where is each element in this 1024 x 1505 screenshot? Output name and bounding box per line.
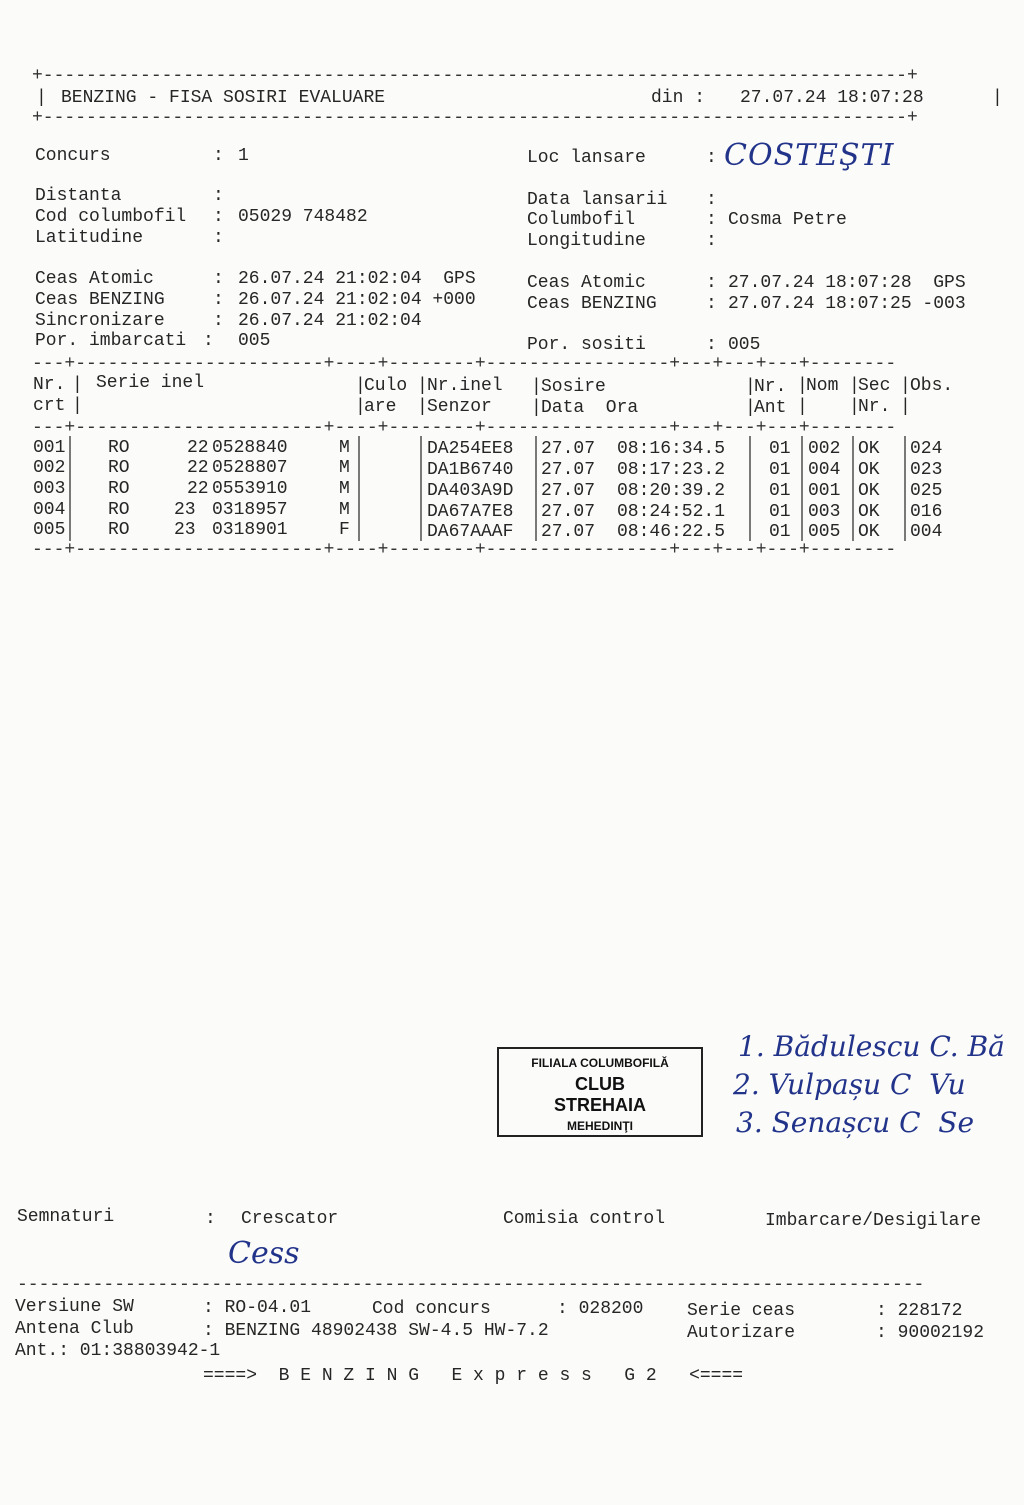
cell-an: 22 <box>187 438 209 458</box>
cell-senzor: DA1B6740 <box>427 460 514 480</box>
th-sep: | <box>531 377 542 397</box>
th-culoare-2: are <box>364 397 397 417</box>
cell-tara: RO <box>108 479 130 499</box>
signature-crescator-label: Crescator <box>241 1209 339 1229</box>
table-body-separators <box>0 0 1024 560</box>
stamp-line-2: CLUB <box>575 1074 625 1094</box>
cell-nr: 005 <box>33 520 66 540</box>
footer-cod-label: Cod concurs <box>372 1299 491 1319</box>
cell-nom: 004 <box>808 460 841 480</box>
info-value-por-imbarcati: 005 <box>238 331 271 351</box>
cell-an: 22 <box>187 479 209 499</box>
th-ant: Nr. <box>754 377 787 397</box>
info-label-longitudine: Longitudine <box>527 231 646 251</box>
cell-nom: 002 <box>808 439 841 459</box>
footer-serie-label: Serie ceas <box>687 1301 796 1321</box>
cell-nom: 003 <box>808 502 841 522</box>
info-label-ceas-atomic: Ceas Atomic <box>35 269 154 289</box>
info-label-columbofil: Columbofil <box>527 210 636 230</box>
th-obs: Obs. <box>910 376 954 396</box>
cell-obs: 024 <box>910 439 943 459</box>
footer-ant-line: Ant.: 01:38803942-1 <box>15 1341 221 1361</box>
cell-ant: 01 <box>769 460 791 480</box>
header-din-value: 27.07.24 18:07:28 <box>740 88 924 108</box>
info-value-columbofil: Cosma Petre <box>728 210 847 230</box>
cell-obs: 004 <box>910 522 943 542</box>
info-value-concurs: 1 <box>238 146 249 166</box>
cell-nr: 003 <box>33 479 66 499</box>
table-rule-bottom: ---+-----------------------+----+--------+-----------------+---+---+---+-------- <box>32 540 897 560</box>
crescator-signature: Cess <box>228 1236 300 1271</box>
header-left-bar: | <box>36 88 47 108</box>
footer-cod-value: : 028200 <box>557 1299 644 1319</box>
cell-ora: 08:17:23.2 <box>617 460 726 480</box>
cell-obs: 023 <box>910 460 943 480</box>
info-label-sincronizare: Sincronizare <box>35 311 165 331</box>
committee-member-2: 2. Vulpașu C Vu <box>733 1068 966 1101</box>
signature-imbarcare-label: Imbarcare/Desigilare <box>765 1211 982 1231</box>
th-sep: | <box>355 397 366 417</box>
info-label-concurs: Concurs <box>35 146 111 166</box>
footer-rule: ------------------------------------------------------------------------------------ <box>17 1275 925 1295</box>
stamp-line-4: MEHEDINŢI <box>567 1119 633 1133</box>
header-rule-bottom: +--------------------------------------------------------------------------------+ <box>32 108 918 128</box>
cell-ant: 01 <box>769 481 791 501</box>
th-culoare: Culo <box>364 376 408 396</box>
th-sep: | <box>745 377 756 397</box>
th-nrinel: Nr.inel <box>427 376 503 396</box>
signature-comisia-label: Comisia control <box>503 1209 666 1229</box>
info-value-cod-columbofil: 05029 748482 <box>238 207 368 227</box>
cell-tara: RO <box>108 458 130 478</box>
cell-senzor: DA254EE8 <box>427 439 514 459</box>
th-sep: | <box>417 397 428 417</box>
th-nr-2: crt <box>33 396 66 416</box>
cell-senzor: DA67AAAF <box>427 522 514 542</box>
th-nrinel-2: Senzor <box>427 397 492 417</box>
cell-sec: OK <box>858 522 880 542</box>
cell-an: 23 <box>174 520 196 540</box>
cell-sex: M <box>339 438 350 458</box>
cell-sec: OK <box>858 439 880 459</box>
cell-inel: 0528807 <box>212 458 288 478</box>
cell-tara: RO <box>108 500 130 520</box>
cell-obs: 016 <box>910 502 943 522</box>
table-rule-mid: ---+-----------------------+----+--------+-----------------+---+---+---+-------- <box>32 418 897 438</box>
cell-sex: F <box>339 520 350 540</box>
th-nr: Nr. <box>33 375 66 395</box>
info-value-sincronizare: 26.07.24 21:02:04 <box>238 311 422 331</box>
cell-nom: 001 <box>808 481 841 501</box>
cell-data: 27.07 <box>541 522 596 542</box>
cell-tara: RO <box>108 520 130 540</box>
cell-ora: 08:46:22.5 <box>617 522 726 542</box>
cell-nr: 004 <box>33 500 66 520</box>
th-sep: | <box>900 376 911 396</box>
info-label-por-sositi: Por. sositi <box>527 335 646 355</box>
info-sep: : <box>706 273 717 293</box>
table-rule-top: ---+-----------------------+----+--------+-----------------+---+---+---+-------- <box>32 354 897 374</box>
cell-nr: 002 <box>33 458 66 478</box>
info-sep: : <box>706 231 717 251</box>
th-sep: | <box>797 397 808 417</box>
cell-obs: 025 <box>910 481 943 501</box>
footer-antena-value: : BENZING 48902438 SW-4.5 HW-7.2 <box>203 1321 549 1341</box>
cell-inel: 0318957 <box>212 500 288 520</box>
th-sep: | <box>417 376 428 396</box>
cell-ant: 01 <box>769 502 791 522</box>
cell-sec: OK <box>858 481 880 501</box>
cell-sec: OK <box>858 460 880 480</box>
info-label-distanta: Distanta <box>35 186 122 206</box>
cell-data: 27.07 <box>541 502 596 522</box>
signatures-sep: : <box>205 1209 216 1229</box>
cell-tara: RO <box>108 438 130 458</box>
info-sep: : <box>706 148 717 168</box>
th-sep: | <box>745 398 756 418</box>
info-value-ceas-benzing: 26.07.24 21:02:04 +000 <box>238 290 476 310</box>
footer-autor-value: : 90002192 <box>876 1323 985 1343</box>
cell-sex: M <box>339 479 350 499</box>
th-sep: | <box>355 376 366 396</box>
info-value-por-sositi: 005 <box>728 335 761 355</box>
footer-serie-value: : 228172 <box>876 1301 963 1321</box>
cell-ora: 08:20:39.2 <box>617 481 726 501</box>
th-sep: | <box>849 376 860 396</box>
info-value-ceas-atomic-right: 27.07.24 18:07:28 GPS <box>728 273 966 293</box>
cell-senzor: DA67A7E8 <box>427 502 514 522</box>
header-right-bar: | <box>992 88 1003 108</box>
header-title: BENZING - FISA SOSIRI EVALUARE <box>61 88 386 108</box>
info-label-loc-lansare: Loc lansare <box>527 148 646 168</box>
th-sosire: Sosire <box>541 377 606 397</box>
info-label-ceas-benzing: Ceas BENZING <box>35 290 165 310</box>
club-stamp <box>497 1047 703 1137</box>
loc-lansare-handwritten: COSTEŞTI <box>724 138 895 173</box>
info-sep: : <box>213 311 224 331</box>
info-sep: : <box>706 210 717 230</box>
info-label-ceas-atomic-right: Ceas Atomic <box>527 273 646 293</box>
th-sep: | <box>900 397 911 417</box>
info-sep: : <box>213 146 224 166</box>
cell-data: 27.07 <box>541 481 596 501</box>
info-sep: : <box>203 331 214 351</box>
th-sep: | <box>797 376 808 396</box>
cell-ora: 08:24:52.1 <box>617 502 726 522</box>
info-sep: : <box>706 335 717 355</box>
stamp-line-1: FILIALA COLUMBOFILĂ <box>531 1056 669 1070</box>
cell-sec: OK <box>858 502 880 522</box>
info-sep: : <box>213 269 224 289</box>
committee-member-3: 3. Senașcu C Se <box>736 1106 975 1139</box>
cell-nr: 001 <box>33 438 66 458</box>
cell-inel: 0528840 <box>212 438 288 458</box>
info-sep: : <box>213 186 224 206</box>
cell-ora: 08:16:34.5 <box>617 439 726 459</box>
info-value-ceas-benzing-right: 27.07.24 18:07:25 -003 <box>728 294 966 314</box>
th-sep: | <box>72 375 83 395</box>
cell-ant: 01 <box>769 522 791 542</box>
info-label-ceas-benzing-right: Ceas BENZING <box>527 294 657 314</box>
info-sep: : <box>706 294 717 314</box>
footer-versiune-value: : RO-04.01 <box>203 1298 312 1318</box>
th-nom: Nom <box>806 376 839 396</box>
info-value-ceas-atomic: 26.07.24 21:02:04 GPS <box>238 269 476 289</box>
signatures-label: Semnaturi <box>17 1207 115 1227</box>
header-din-label: din : <box>651 88 706 108</box>
th-sosire-2: Data Ora <box>541 398 639 418</box>
cell-inel: 0318901 <box>212 520 288 540</box>
footer-banner: ====> B E N Z I N G E x p r e s s G 2 <==== <box>203 1366 744 1386</box>
footer-autor-label: Autorizare <box>687 1323 796 1343</box>
footer-versiune-label: Versiune SW <box>15 1297 134 1317</box>
info-sep: : <box>213 228 224 248</box>
th-sec: Sec <box>858 376 891 396</box>
info-sep: : <box>213 290 224 310</box>
info-sep: : <box>213 207 224 227</box>
info-label-cod-columbofil: Cod columbofil <box>35 207 187 227</box>
cell-ant: 01 <box>769 439 791 459</box>
header-rule-top: +--------------------------------------------------------------------------------+ <box>32 66 918 86</box>
th-sep: | <box>531 398 542 418</box>
th-ant-2: Ant <box>754 398 787 418</box>
cell-senzor: DA403A9D <box>427 481 514 501</box>
cell-sex: M <box>339 458 350 478</box>
info-label-por-imbarcati: Por. imbarcati <box>35 331 187 351</box>
committee-member-1: 1. Bădulescu C. Bă <box>738 1030 1005 1063</box>
stamp-line-3: STREHAIA <box>553 1095 646 1115</box>
cell-data: 27.07 <box>541 460 596 480</box>
cell-nom: 005 <box>808 522 841 542</box>
cell-inel: 0553910 <box>212 479 288 499</box>
info-label-data-lansarii: Data lansarii <box>527 190 668 210</box>
th-sec-2: Nr. <box>858 397 891 417</box>
info-label-latitudine: Latitudine <box>35 228 144 248</box>
cell-an: 23 <box>174 500 196 520</box>
th-serie: Serie inel <box>96 373 205 393</box>
cell-sex: M <box>339 500 350 520</box>
footer-antena-label: Antena Club <box>15 1319 134 1339</box>
cell-an: 22 <box>187 458 209 478</box>
th-sep: | <box>72 396 83 416</box>
cell-data: 27.07 <box>541 439 596 459</box>
th-sep: | <box>849 397 860 417</box>
info-sep: : <box>706 190 717 210</box>
